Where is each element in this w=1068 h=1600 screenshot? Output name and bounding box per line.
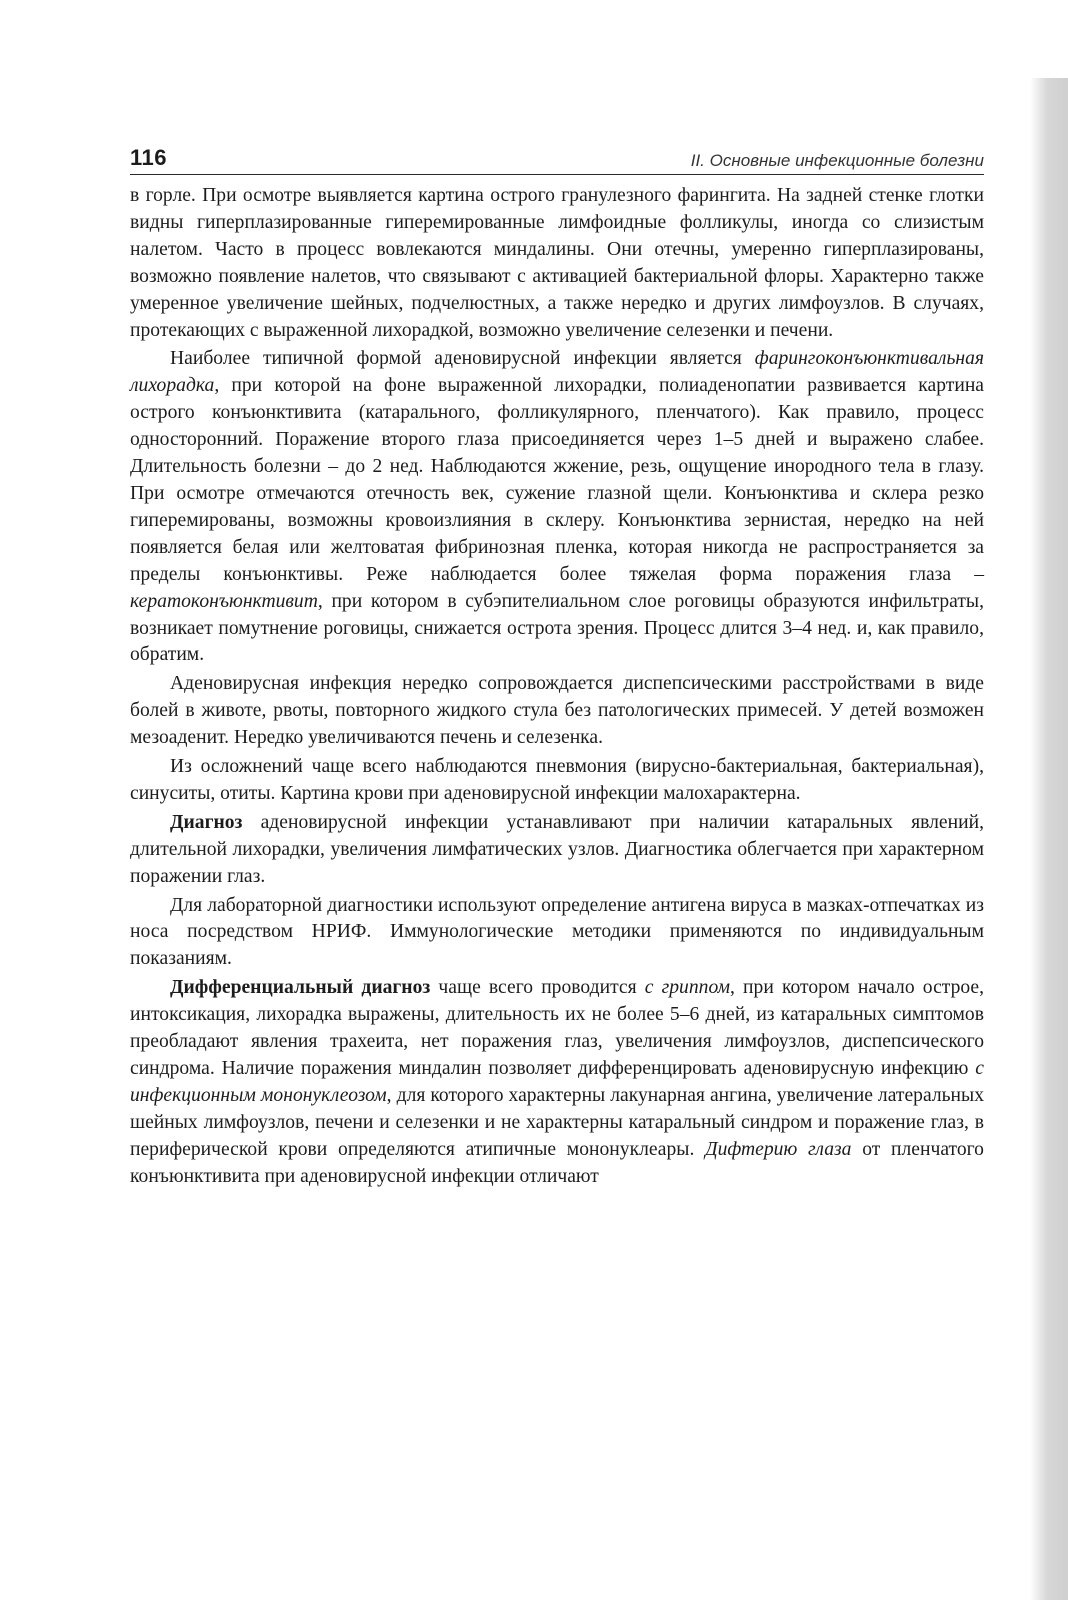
paragraph-p6 (130, 893, 984, 974)
paragraph-p3 (130, 671, 984, 752)
text-run: в горле. При осмотре выявляется картина острого гранулезного фарингита. На задней стенке глотки видны гиперплазированные гиперемированные лимфоидные фолликулы, иногда со слизистым налетом. Часто в процесс вовлекаются миндалины. Они отечны, умеренно гиперплазированы, возможно появление налетов, что связывают с активацией бактериальной флоры. Характерно также умеренное увеличение шейных, подчелюстных, а также нередко и других лимфоузлов. В случаях, протекающих с выраженной лихорадкой, возможно увеличение селезенки и печени. (130, 185, 984, 341)
text-run: Наиболее типичной формой аденовирусной инфекции является (170, 348, 755, 370)
chapter-title: II. Основные инфекционные болезни (690, 151, 984, 170)
italic-term: с инфекционным мононуклеозом (130, 1058, 984, 1106)
page-edge-shadow (1030, 78, 1068, 1600)
page-body (130, 183, 984, 1191)
text-run: от пленчатого конъюнктивита при аденовирусной инфекции отличают (130, 1138, 984, 1187)
running-head (130, 145, 984, 175)
text-run: , при котором в субэпителиальном слое роговицы образуются инфильтраты, возникает помутнение роговицы, снижается острота зрения. Процесс длится 3–4 нед. и, как правило, обратим. (130, 590, 984, 666)
italic-term: с гриппом (644, 977, 730, 999)
text-run: , для которого характерны лакунарная ангина, увеличение латеральных шейных лимфоузлов, печени и селезенки и не характерны катаральный синдром и поражение глаз, в периферической крови определяются атипичные мононуклеары. (130, 1084, 984, 1160)
text-run: , при которой на фоне выраженной лихорадки, полиаденопатии развивается картина острого конъюнктивита (катарального, фолликулярного, пленчатого). Как правило, процесс односторонний. Поражение второго глаза присоединяется через 1–5 дней и выражено слабее. Длительность болезни – до 2 нед. Наблюдаются жжение, резь, ощущение инородного тела в глазу. При осмотре отмечаются отечность век, сужение глазной щели. Конъюнктива и склера резко гиперемированы, возможны кровоизлияния в склеру. Конъюнктива зернистая, нередко на ней появляется белая или желтоватая фибринозная пленка, которая никогда не распространяется за пределы конъюнктивы. Реже наблюдается более тяжелая форма поражения глаза – (130, 375, 984, 585)
page-number: 116 (130, 145, 167, 170)
book-page (130, 145, 984, 1191)
paragraph-p2 (130, 346, 984, 669)
paragraph-p4 (130, 754, 984, 808)
text-run: аденовирусной инфекции устанавливают при наличии катаральных явлений, длительной лихорадки, увеличения лимфатических узлов. Диагностика облегчается при характерном поражении глаз. (130, 811, 984, 887)
italic-term: фарингоконъюнктивальная лихорадка (130, 348, 984, 397)
text-run: Аденовирусная инфекция нередко сопровождается диспепсическими расстройствами в виде болей в животе, рвоты, повторного жидкого стула без патологических примесей. У детей возможен мезоаденит. Нередко увеличиваются печень и селезенка. (130, 673, 984, 749)
italic-term: Дифтерию глаза (705, 1138, 852, 1160)
paragraph-p1 (130, 183, 984, 344)
text-run: Из осложнений чаще всего наблюдаются пневмония (вирусно-бактериальная, бактериальная), синуситы, отиты. Картина крови при аденовирусной инфекции малохарактерна. (130, 756, 984, 804)
paragraph-p5 (130, 810, 984, 891)
italic-term: кератоконъюнктивит (130, 590, 318, 612)
paragraph-p7 (130, 975, 984, 1190)
text-run: , при котором начало острое, интоксикация, лихорадка выражены, длительность их не более 5–6 дней, из катаральных симптомов преобладают явления трахеита, нет поражения глаз, увеличения лимфоузлов, диспепсического синдрома. Наличие поражения миндалин позволяет дифференцировать аденовирусную инфекцию (130, 977, 984, 1079)
text-run: Для лабораторной диагностики используют определение антигена вируса в мазках-отпечатках из носа посредством НРИФ. Иммунологические методики применяются по индивидуальным показаниям. (130, 894, 984, 970)
text-run: чаще всего проводится (430, 977, 645, 999)
bold-term: Дифференциальный диагноз (170, 977, 431, 999)
bold-term: Диагноз (170, 811, 243, 833)
